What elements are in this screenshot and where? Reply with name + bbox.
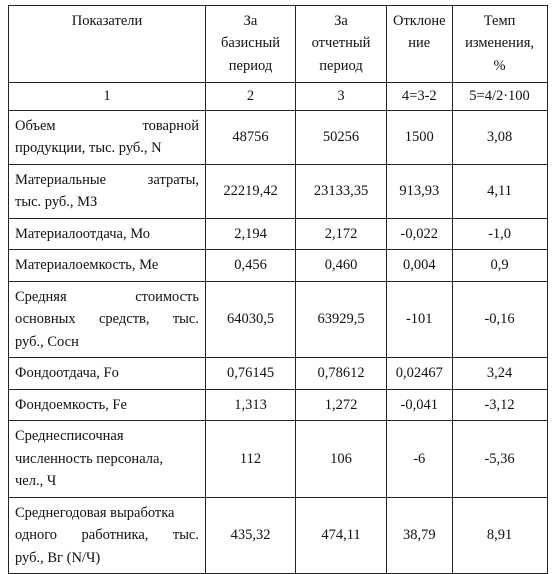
row-label: Объем товарной продукции, тыс. руб., N	[9, 111, 206, 165]
cell-deviation: 913,93	[387, 164, 453, 218]
table-row	[9, 497, 548, 573]
cell-rate: 8,91	[452, 497, 547, 573]
row-label: Материальные затраты, тыс. руб., МЗ	[9, 164, 206, 218]
cell-rate: 3,24	[452, 358, 547, 389]
column-number: 2	[206, 83, 296, 111]
column-number: 3	[296, 83, 387, 111]
header-deviation: Отклоне ние	[387, 6, 453, 83]
row-label: Среднесписочная численность персонала, чел., Ч	[9, 421, 206, 497]
table-row	[9, 250, 548, 281]
cell-report: 63929,5	[296, 281, 387, 357]
header-base-period: За базисный период	[206, 6, 296, 83]
table-row	[9, 164, 548, 218]
cell-rate: 0,9	[452, 250, 547, 281]
table-wrapper	[8, 5, 548, 574]
cell-deviation: -6	[387, 421, 453, 497]
cell-deviation: -101	[387, 281, 453, 357]
header-indicators: Показатели	[9, 6, 206, 83]
cell-rate: 3,08	[452, 111, 547, 165]
cell-base: 1,313	[206, 389, 296, 420]
header-report-period: За отчетный период	[296, 6, 387, 83]
table-row	[9, 389, 548, 420]
cell-deviation: -0,022	[387, 218, 453, 249]
row-label: Фондоемкость, Fe	[9, 389, 206, 420]
cell-deviation: 1500	[387, 111, 453, 165]
header-change-rate: Темп изменения, %	[452, 6, 547, 83]
row-label: Материалоотдача, Мо	[9, 218, 206, 249]
column-number: 5=4/2·100	[452, 83, 547, 111]
row-label: Фондоотдача, Fo	[9, 358, 206, 389]
header-row	[9, 6, 548, 83]
cell-report: 23133,35	[296, 164, 387, 218]
cell-report: 474,11	[296, 497, 387, 573]
table-row	[9, 281, 548, 357]
row-label: Материалоемкость, Ме	[9, 250, 206, 281]
cell-base: 2,194	[206, 218, 296, 249]
cell-base: 64030,5	[206, 281, 296, 357]
cell-base: 0,76145	[206, 358, 296, 389]
indicators-table	[8, 5, 548, 574]
cell-report: 0,78612	[296, 358, 387, 389]
cell-deviation: 0,004	[387, 250, 453, 281]
cell-report: 50256	[296, 111, 387, 165]
table-row	[9, 421, 548, 497]
cell-report: 0,460	[296, 250, 387, 281]
table-row	[9, 111, 548, 165]
cell-deviation: 38,79	[387, 497, 453, 573]
cell-report: 106	[296, 421, 387, 497]
table-row	[9, 358, 548, 389]
row-label: Среднегодовая выработка одного работника, тыс. руб., Вг (N/Ч)	[9, 497, 206, 573]
cell-deviation: 0,02467	[387, 358, 453, 389]
cell-base: 22219,42	[206, 164, 296, 218]
cell-report: 2,172	[296, 218, 387, 249]
column-number: 1	[9, 83, 206, 111]
row-label: Средняя стоимость основных средств, тыс. руб., Сосн	[9, 281, 206, 357]
table-row	[9, 218, 548, 249]
cell-deviation: -0,041	[387, 389, 453, 420]
cell-rate: -3,12	[452, 389, 547, 420]
column-numbers-row	[9, 83, 548, 111]
cell-rate: 4,11	[452, 164, 547, 218]
cell-rate: -1,0	[452, 218, 547, 249]
cell-base: 112	[206, 421, 296, 497]
cell-base: 48756	[206, 111, 296, 165]
cell-rate: -5,36	[452, 421, 547, 497]
column-number: 4=3-2	[387, 83, 453, 111]
cell-rate: -0,16	[452, 281, 547, 357]
cell-report: 1,272	[296, 389, 387, 420]
cell-base: 0,456	[206, 250, 296, 281]
cell-base: 435,32	[206, 497, 296, 573]
